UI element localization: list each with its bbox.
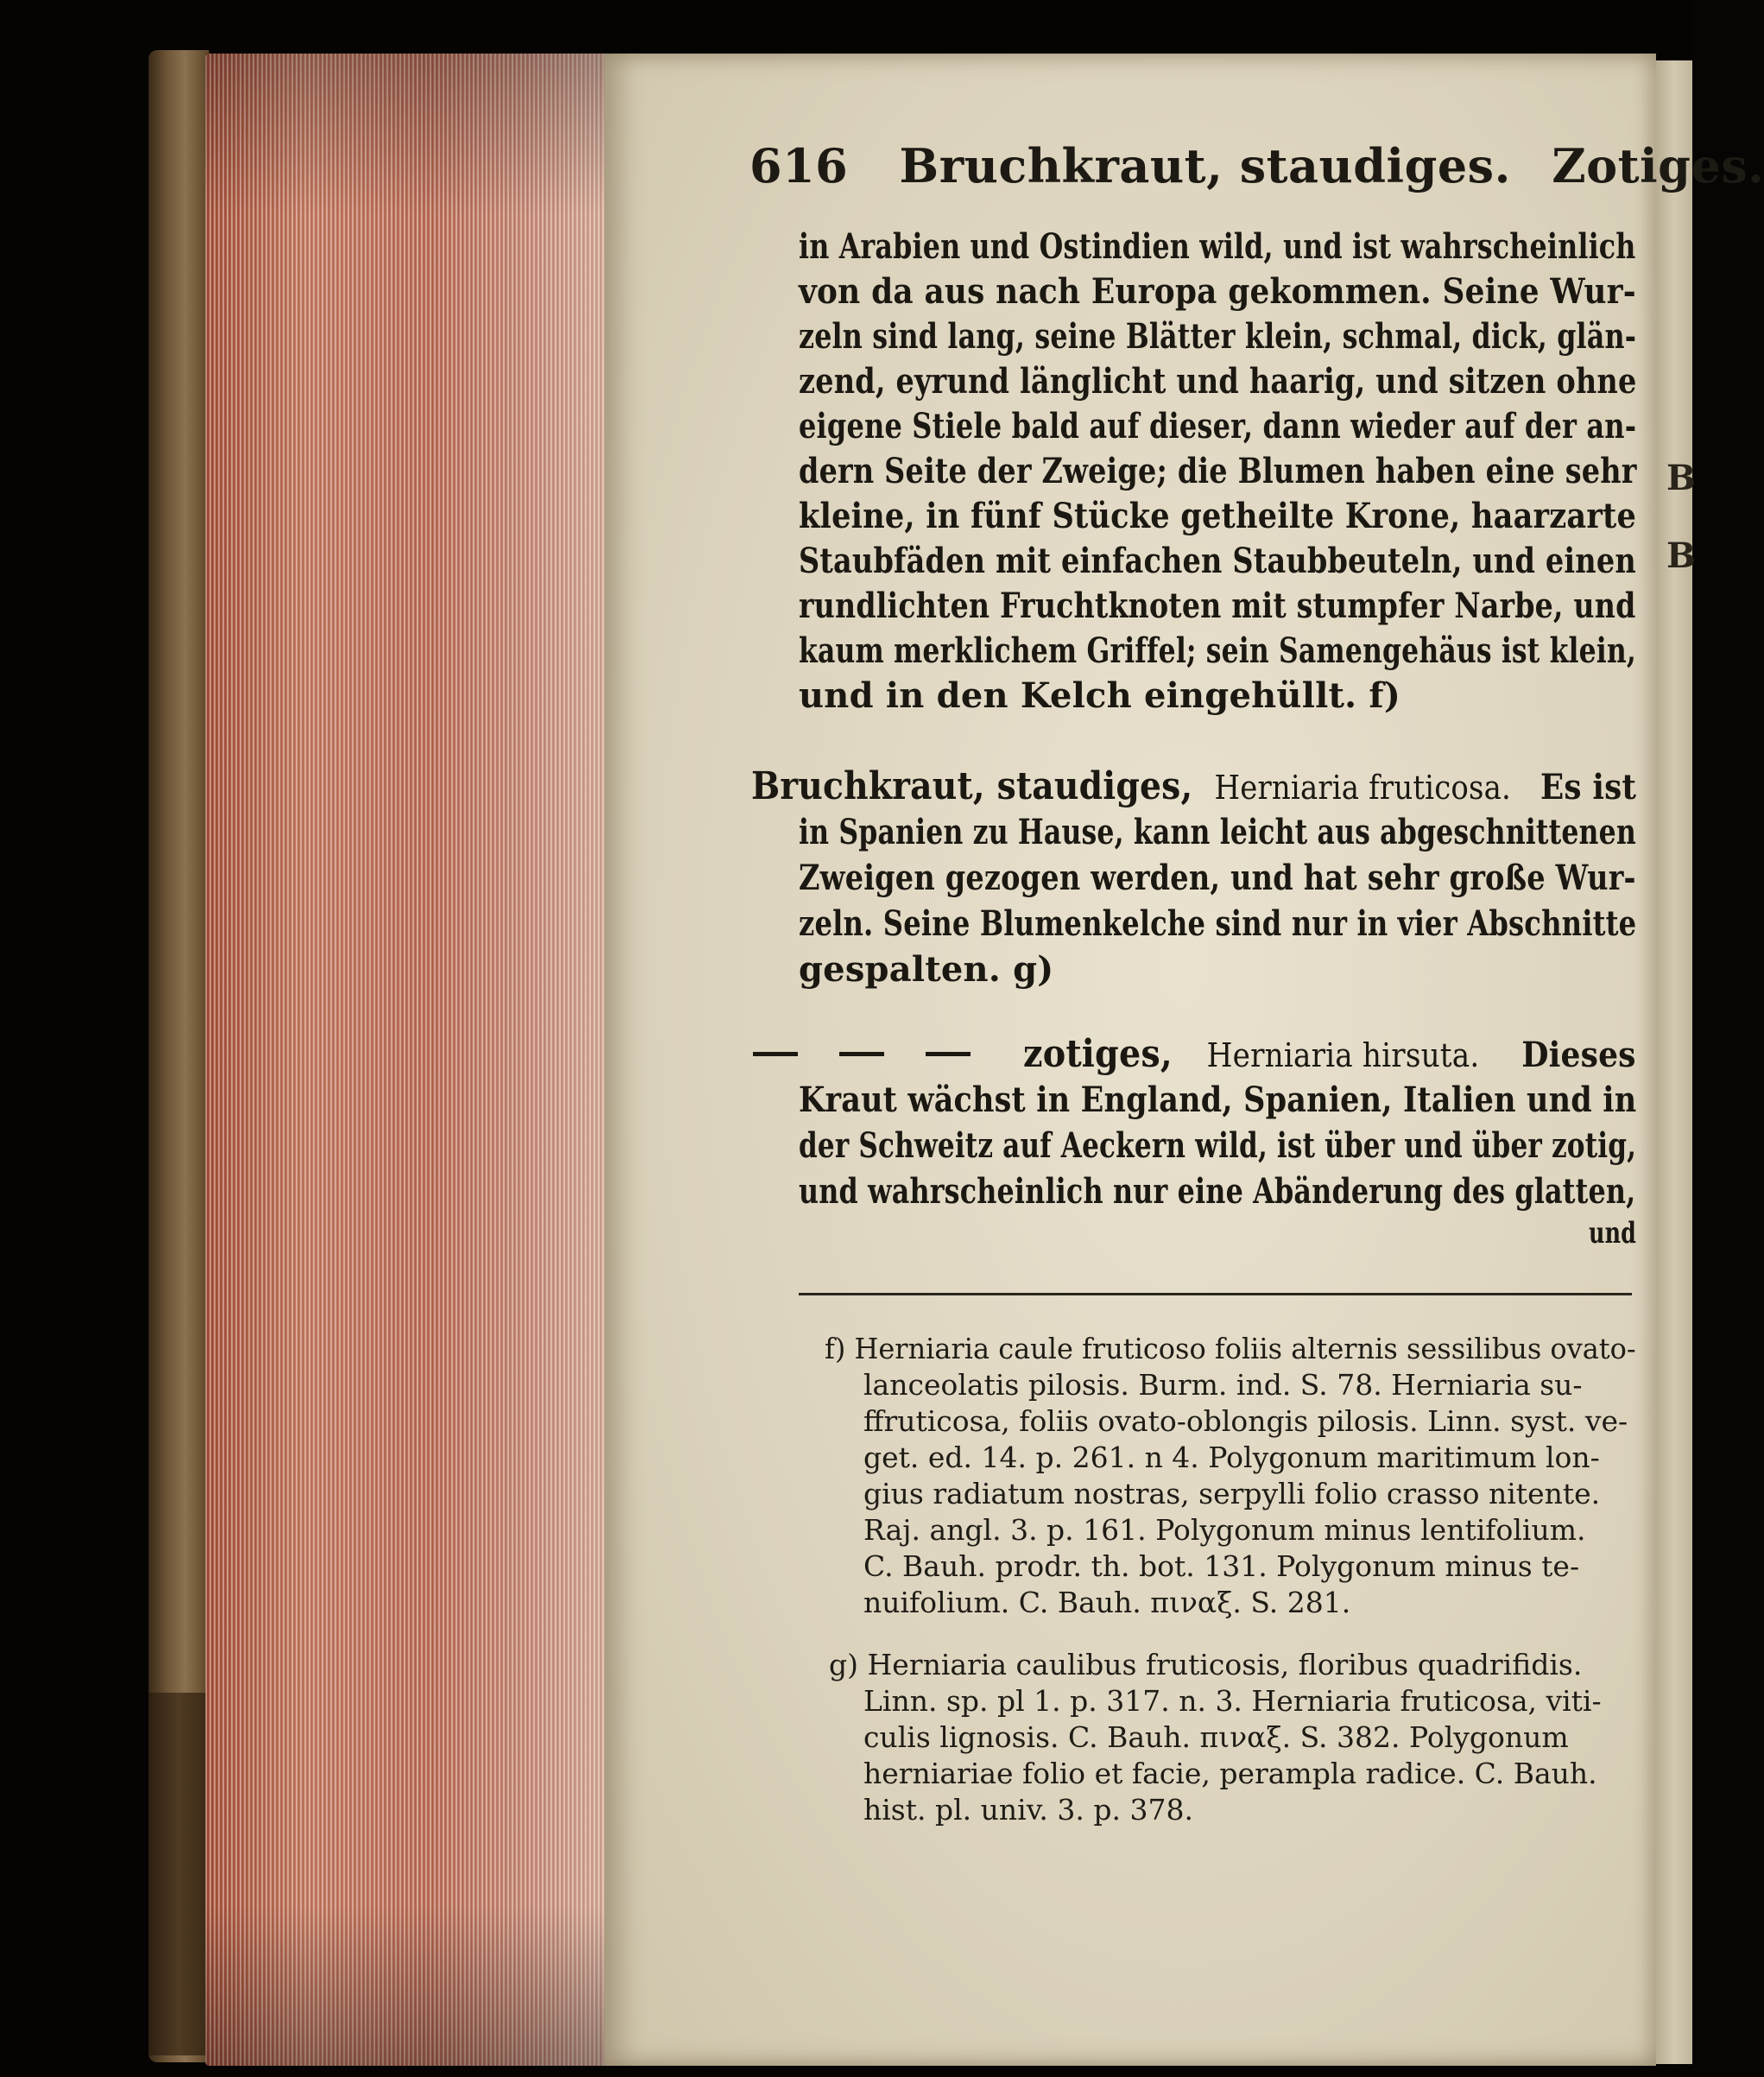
footnote-line: nuifolium. C. Bauh. πιναξ. S. 281. bbox=[863, 1586, 1351, 1619]
footnote-line: Linn. sp. pl 1. p. 317. n. 3. Herniaria fruticosa, viti- bbox=[863, 1684, 1602, 1718]
text-line: dern Seite der Zweige; die Blumen haben eine sehr bbox=[799, 451, 1637, 491]
text-line: der Schweitz auf Aeckern wild, ist über und über zotig, bbox=[799, 1125, 1637, 1166]
text-line: und in den Kelch eingehüllt. f) bbox=[799, 675, 1400, 716]
book-cover-band bbox=[149, 1693, 209, 2055]
ditto-dash bbox=[839, 1052, 884, 1056]
text-line: rundlichten Fruchtknoten mit stumpfer Narbe, und bbox=[799, 586, 1636, 626]
footnote-line: lanceolatis pilosis. Burm. ind. S. 78. Herniaria su- bbox=[863, 1368, 1583, 1402]
text-line: in Arabien und Ostindien wild, und ist wahrscheinlich bbox=[799, 226, 1636, 267]
entry-first-line bbox=[1023, 1032, 1636, 1076]
next-page-letter: B bbox=[1666, 535, 1696, 576]
footnote-line: Raj. angl. 3. p. 161. Polygonum minus lentifolium. bbox=[863, 1513, 1586, 1547]
footnote-line: g) Herniaria caulibus fruticosis, floribus quadrifidis. bbox=[829, 1648, 1583, 1681]
text-line: zeln. Seine Blumenkelche sind nur in vier Abschnitte bbox=[799, 903, 1637, 944]
footnote-line: gius radiatum nostras, serpylli folio crasso nitente. bbox=[863, 1477, 1601, 1510]
entry-headword: zotiges, bbox=[1023, 1032, 1173, 1076]
text-line: Kraut wächst in England, Spanien, Italien und in bbox=[799, 1080, 1637, 1120]
entry-headword: Bruchkraut, staudiges, bbox=[751, 764, 1193, 808]
text-line: Staubfäden mit einfachen Staubbeuteln, und einen bbox=[799, 541, 1636, 581]
page-edges-shade bbox=[205, 54, 611, 2066]
page-title: Bruchkraut, staudiges. bbox=[899, 138, 1511, 193]
running-head bbox=[749, 138, 1764, 193]
footnote-line: herniariae folio et facie, perampla radice. C. Bauh. bbox=[863, 1757, 1597, 1790]
entry-text: Dieses bbox=[1521, 1035, 1636, 1075]
text-line: eigene Stiele bald auf dieser, dann wieder auf der an- bbox=[799, 406, 1637, 446]
text-line: kaum merklichem Griffel; sein Samengehäus ist klein, bbox=[799, 630, 1636, 671]
entry-latin-name: Herniaria hirsuta. bbox=[1206, 1036, 1480, 1074]
next-page-letter: B bbox=[1666, 458, 1696, 498]
page-number: 616 bbox=[749, 138, 849, 193]
text-line: zeln sind lang, seine Blätter klein, schmal, dick, glän- bbox=[799, 316, 1637, 357]
next-page-sliver bbox=[1656, 60, 1692, 2064]
footnote-line: C. Bauh. prodr. th. bot. 131. Polygonum minus te- bbox=[863, 1549, 1580, 1583]
footnote-line: ffruticosa, foliis ovato-oblongis pilosis. Linn. syst. ve- bbox=[863, 1404, 1628, 1438]
ditto-dash bbox=[753, 1052, 798, 1056]
footnote-rule bbox=[799, 1293, 1632, 1295]
footnote-line: hist. pl. univ. 3. p. 378. bbox=[863, 1793, 1193, 1827]
text-line: in Spanien zu Hause, kann leicht aus abgeschnittenen bbox=[799, 812, 1636, 852]
text-line: kleine, in fünf Stücke getheilte Krone, haarzarte bbox=[799, 496, 1637, 536]
entry-latin-name: Herniaria fruticosa. bbox=[1214, 769, 1511, 807]
text-line: zend, eyrund länglicht und haarig, und sitzen ohne bbox=[799, 361, 1637, 402]
footnote-line: get. ed. 14. p. 261. n 4. Polygonum maritimum lon- bbox=[863, 1441, 1600, 1474]
entry-first-line bbox=[751, 764, 1636, 808]
ditto-dash bbox=[926, 1052, 971, 1056]
text-line: Zweigen gezogen werden, und hat sehr große Wur- bbox=[799, 858, 1636, 898]
catchword-header: Zotiges. bbox=[1552, 138, 1764, 193]
text-line: und wahrscheinlich nur eine Abänderung des glatten, bbox=[799, 1171, 1636, 1212]
catchword: und bbox=[1589, 1216, 1637, 1251]
entry-text: Es ist bbox=[1540, 767, 1637, 807]
footnote-line: f) Herniaria caule fruticoso foliis alternis sessilibus ovato- bbox=[825, 1332, 1636, 1365]
text-line: von da aus nach Europa gekommen. Seine Wur- bbox=[799, 271, 1636, 312]
text-line: gespalten. g) bbox=[799, 949, 1054, 990]
footnote-line: culis lignosis. C. Bauh. πιναξ. S. 382. Polygonum bbox=[863, 1720, 1569, 1754]
